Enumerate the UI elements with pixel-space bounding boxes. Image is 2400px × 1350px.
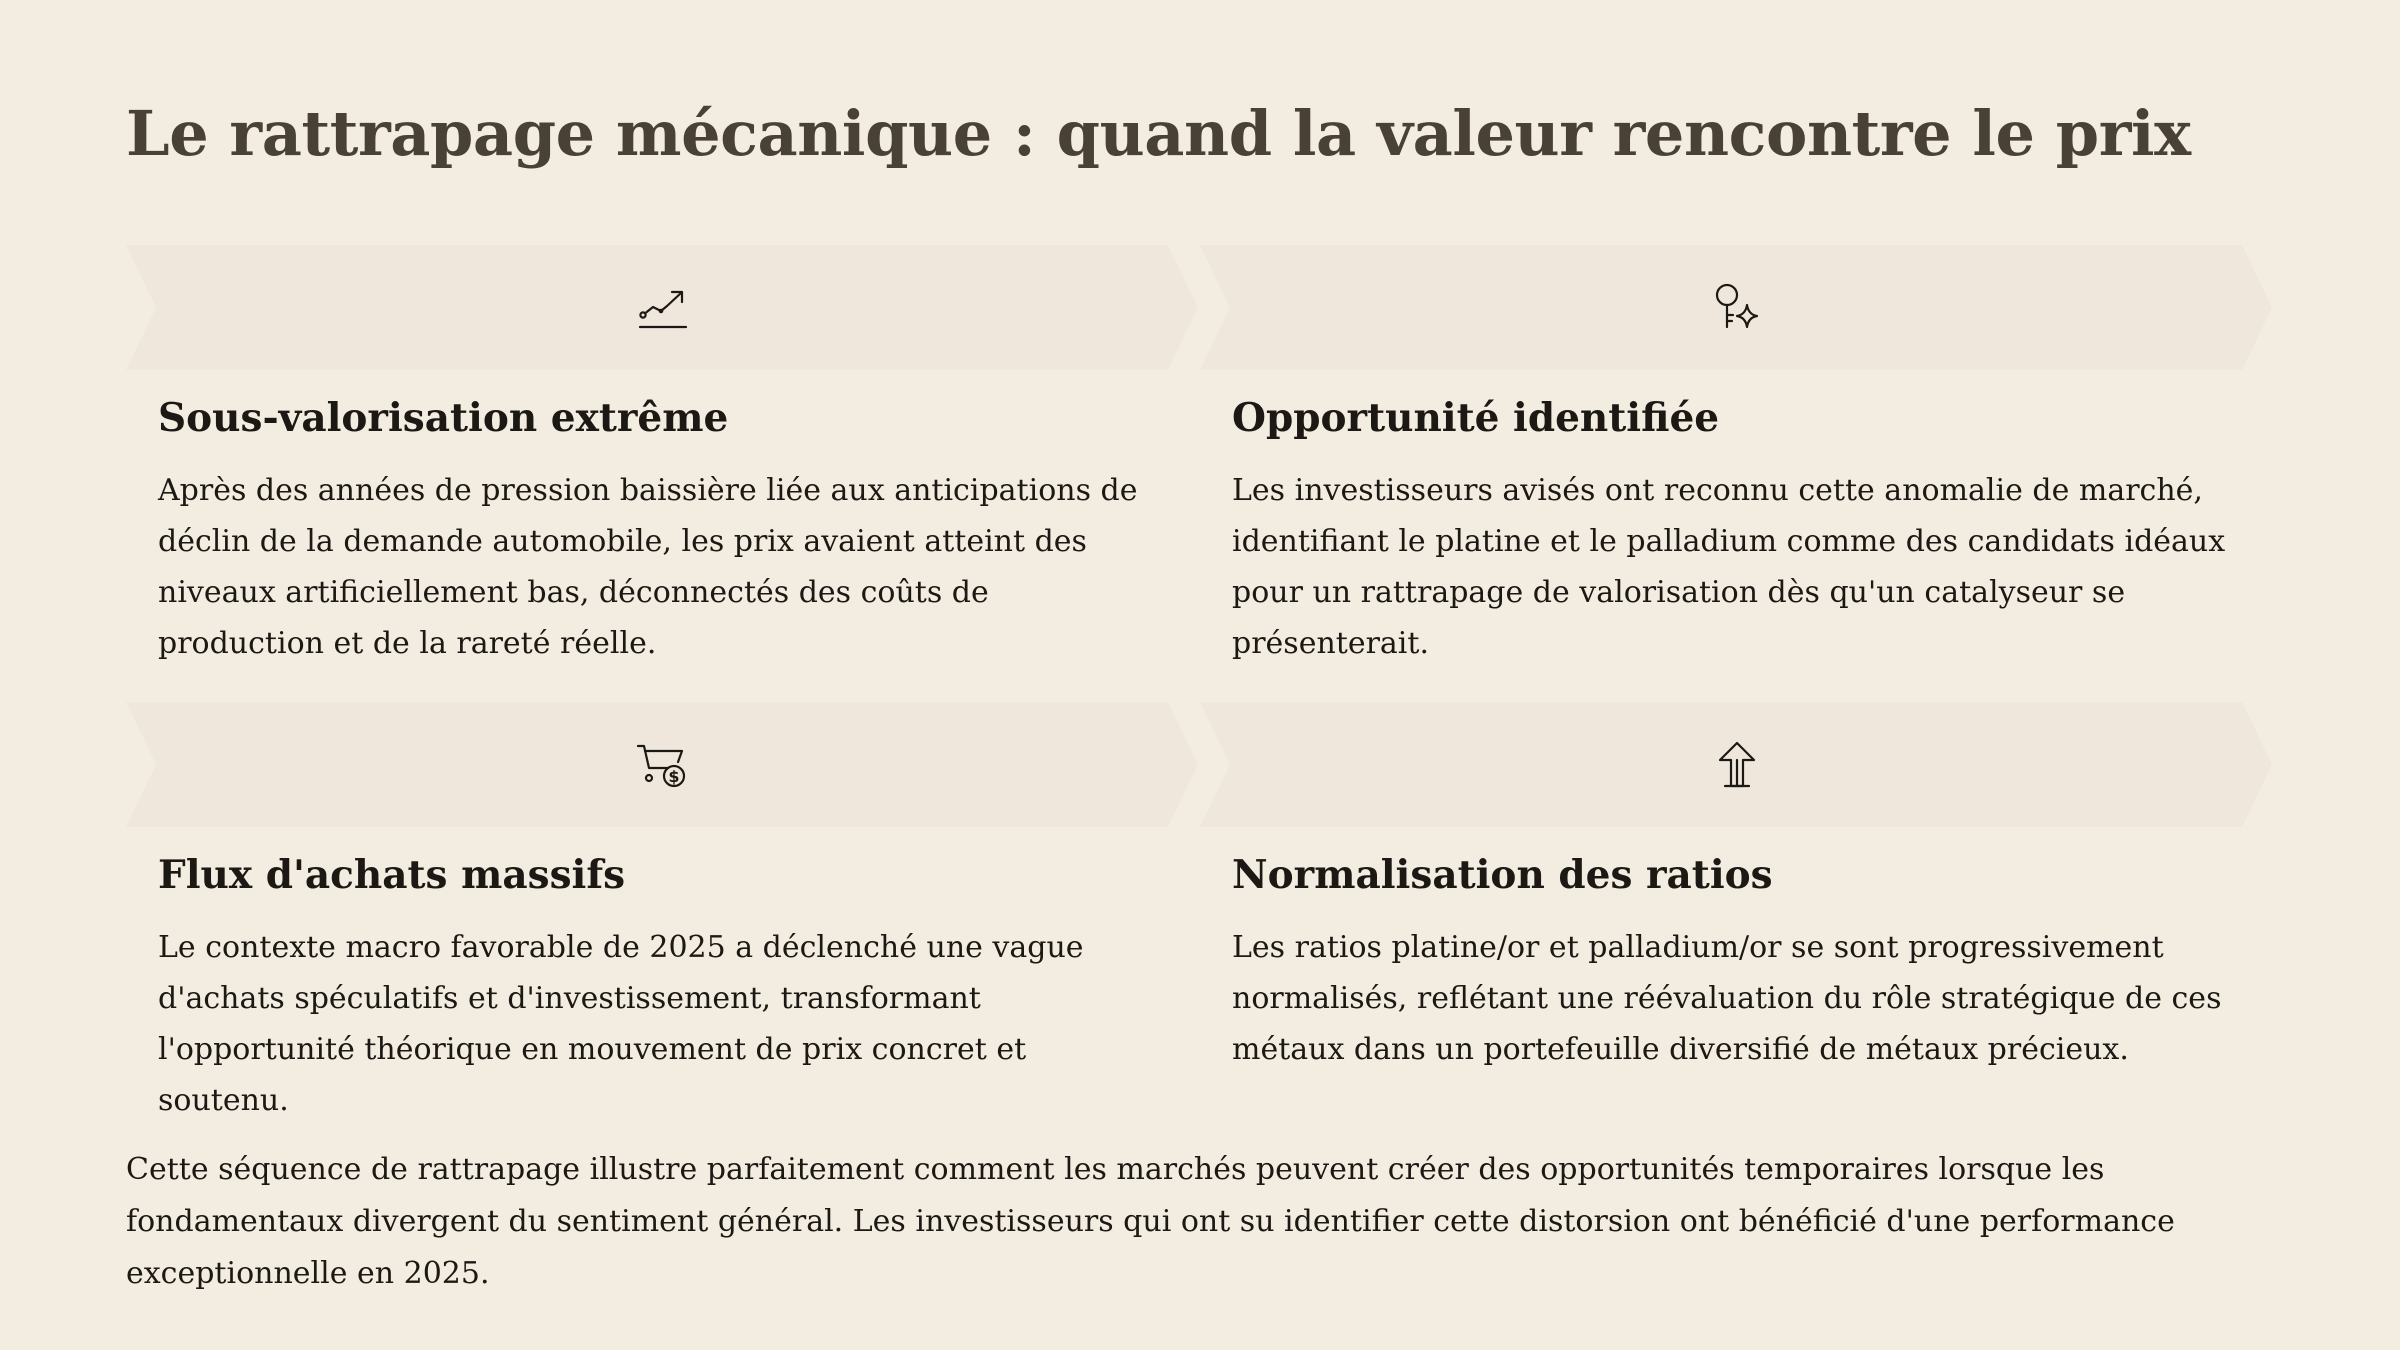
chevron-banner: [1200, 702, 2272, 827]
card-heading: Normalisation des ratios: [1232, 852, 1773, 898]
svg-text:$: $: [668, 767, 680, 786]
card-body: Les investisseurs avisés ont reconnu cette anomalie de marché, identifiant le platine et le palladium comme des candidats idéaux pour un rattrapage de valorisation dès qu'un catalyseur se présenterait.: [1232, 473, 2226, 661]
card-body: Les ratios platine/or et palladium/or se sont progressivement normalisés, reflétant une réévaluation du rôle stratégique de ces métaux dans un portefeuille diversifié de métaux précieux.: [1232, 930, 2222, 1067]
chevron-banner: [126, 245, 1198, 370]
chevron-banner: [1200, 245, 2272, 370]
chevron-banner: [126, 702, 1198, 827]
card-opportunity: [1200, 245, 2272, 661]
slide: [126, 0, 2274, 1350]
slide-title: Le rattrapage mécanique : quand la valeur rencontre le prix: [126, 97, 2191, 170]
trending-up-icon: [636, 281, 690, 335]
arrow-up-icon: [1710, 738, 1764, 792]
card-ratio-normalization: [1200, 702, 2272, 1067]
conclusion-paragraph: Cette séquence de rattrapage illustre parfaitement comment les marchés peuvent créer des opportunités temporaires lorsque les fondamentaux divergent du sentiment général. Les investisseurs qui ont su identifier cette distorsion ont bénéficié d'une performance exceptionnelle en 2025.: [126, 1152, 2175, 1291]
card-undervaluation: [126, 245, 1198, 661]
card-body: Le contexte macro favorable de 2025 a déclenché une vague d'achats spéculatifs et d'investissement, transformant l'opportunité théorique en mouvement de prix concret et soutenu.: [158, 930, 1084, 1118]
card-heading: Flux d'achats massifs: [158, 852, 626, 898]
card-heading: Opportunité identifiée: [1232, 395, 1720, 441]
card-buying-flows: [126, 702, 1198, 1118]
search-sparkle-icon: [1710, 281, 1764, 335]
cart-dollar-icon: [636, 738, 690, 792]
card-body: Après des années de pression baissière liée aux anticipations de déclin de la demande automobile, les prix avaient atteint des niveaux artificiellement bas, déconnectés des coûts de production et de la rareté réelle.: [158, 473, 1138, 661]
card-heading: Sous-valorisation extrême: [158, 395, 729, 441]
